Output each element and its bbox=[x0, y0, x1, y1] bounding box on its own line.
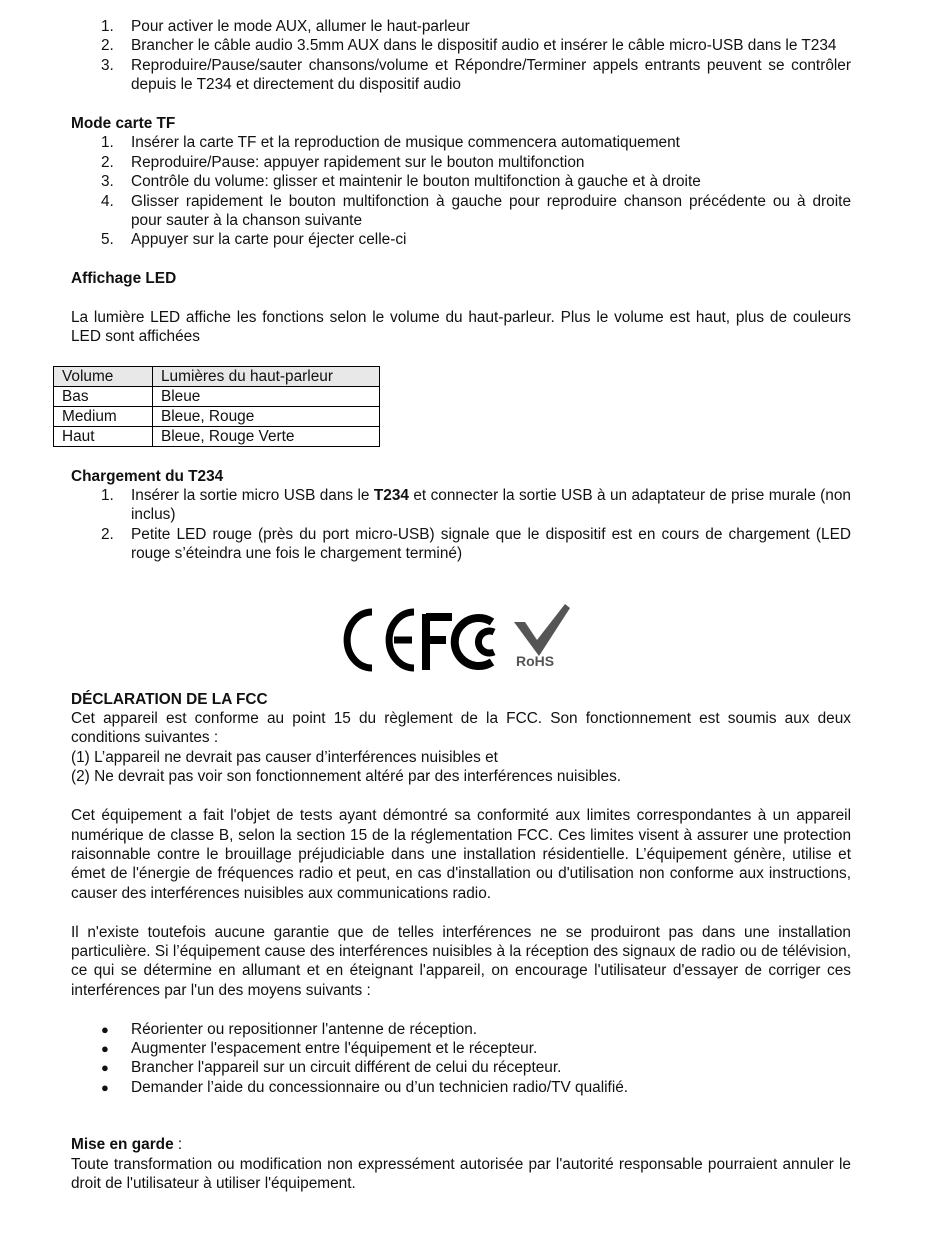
list-item: ● Augmenter l'espacement entre l'équipement et le récepteur. bbox=[101, 1039, 538, 1057]
list-item: 5. Appuyer sur la carte pour éjecter celle-ci bbox=[101, 231, 407, 249]
tf-heading: Mode carte TF bbox=[71, 115, 176, 133]
warning-heading-line: Mise en garde : bbox=[71, 1136, 183, 1154]
rohs-icon bbox=[514, 604, 570, 669]
fcc-heading: DÉCLARATION DE LA FCC bbox=[71, 690, 268, 708]
warning-heading: Mise en garde bbox=[71, 1136, 174, 1154]
list-item: 3. Contrôle du volume: glisser et maintenir le bouton multifonction à gauche et à droite bbox=[101, 173, 701, 191]
table-cell: Bas bbox=[54, 387, 153, 407]
table-cell: Bleue, Rouge Verte bbox=[153, 427, 380, 447]
fcc-paragraph-2: Il n'existe toutefois aucune garantie que de telles interférences ne se produiront pas dans une installation particulière. Si l’équipement cause des interférences nuisibles à la réception des signaux de radio ou de télévision, ce qui se détermine en allumant et en éteignant l'appareil, on encourage l'utilisateur d'essayer de corriger ces interférences par l'un des moyens suivants : bbox=[71, 923, 851, 999]
bullet-icon: ● bbox=[101, 1040, 109, 1056]
table-row bbox=[54, 407, 380, 427]
aux-steps-list bbox=[71, 17, 851, 95]
bullet-icon: ● bbox=[101, 1021, 109, 1037]
led-table bbox=[53, 366, 380, 447]
ce-icon bbox=[347, 612, 414, 668]
table-row bbox=[54, 427, 380, 447]
table-cell: Bleue bbox=[153, 387, 380, 407]
table-header-cell: Volume bbox=[54, 367, 153, 387]
ce-fcc-rohs-logos bbox=[342, 600, 582, 675]
svg-text:RoHS: RoHS bbox=[516, 653, 555, 669]
fcc-condition-1: (1) L’appareil ne devrait pas causer d’interférences nuisibles et bbox=[71, 748, 498, 766]
fcc-condition-2: (2) Ne devrait pas voir son fonctionnement altéré par des interférences nuisibles. bbox=[71, 768, 622, 786]
charge-heading: Chargement du T234 bbox=[71, 467, 224, 485]
list-item: 1. Insérer la sortie micro USB dans le T234 et connecter la sortie USB à un adaptateur de prise murale (non inclus) bbox=[101, 487, 851, 524]
fcc-measures-list bbox=[71, 1020, 851, 1098]
bullet-icon: ● bbox=[101, 1079, 109, 1095]
table-header-row bbox=[54, 367, 380, 387]
charge-steps-list bbox=[71, 486, 851, 564]
list-item: 2. Reproduire/Pause: appuyer rapidement sur le bouton multifonction bbox=[101, 153, 585, 171]
list-item: 2. Petite LED rouge (près du port micro-USB) signale que le dispositif est en cours de chargement (LED rouge s’éteindra une fois le chargement terminé) bbox=[101, 525, 851, 563]
table-cell: Haut bbox=[54, 427, 153, 447]
list-item: 4. Glisser rapidement le bouton multifonction à gauche pour reproduire chanson précédente ou à droite pour sauter à la chanson suivante bbox=[101, 192, 851, 230]
warning-text: Toute transformation ou modification non expressément autorisée par l'autorité responsable pourraient annuler le droit de l'utilisateur à utiliser l'équipement. bbox=[71, 1155, 851, 1192]
list-item: ● Brancher l'appareil sur un circuit différent de celui du récepteur. bbox=[101, 1059, 562, 1077]
tf-steps-list bbox=[71, 133, 851, 249]
table-cell: Bleue, Rouge bbox=[153, 407, 380, 427]
bullet-icon: ● bbox=[101, 1060, 109, 1076]
fcc-paragraph-1: Cet équipement a fait l'objet de tests ayant démontré sa conformité aux limites correspondantes à un appareil numérique de classe B, selon la section 15 de la réglementation FCC. Ces limites visent à assurer une protection raisonnable contre le brouillage préjudiciable dans une installation résidentielle. L’équipement génère, utilise et émet de l'énergie de fréquences radio et peut, en cas d'installation ou d'utilisation non conforme aux instructions, causer des interférences nuisibles aux communications radio. bbox=[71, 807, 851, 902]
led-heading: Affichage LED bbox=[71, 270, 177, 288]
table-cell: Medium bbox=[54, 407, 153, 427]
list-item: 1. Insérer la carte TF et la reproduction de musique commencera automatiquement bbox=[101, 134, 680, 152]
list-item: 2. Brancher le câble audio 3.5mm AUX dans le dispositif audio et insérer le câble micro-USB dans le T234 bbox=[101, 37, 837, 55]
list-item: ● Réorienter ou repositionner l'antenne de réception. bbox=[101, 1020, 478, 1038]
fcc-icon bbox=[426, 614, 494, 670]
led-description: La lumière LED affiche les fonctions selon le volume du haut-parleur. Plus le volume est haut, plus de couleurs LED sont affichées bbox=[71, 309, 851, 346]
certification-logos bbox=[342, 600, 582, 675]
list-item: 1. Pour activer le mode AUX, allumer le haut-parleur bbox=[101, 18, 470, 35]
list-item: 3. Reproduire/Pause/sauter chansons/volume et Répondre/Terminer appels entrants peuvent se contrôler depuis le T234 et directement du dispositif audio bbox=[101, 56, 851, 94]
table-row bbox=[54, 387, 380, 407]
table-header-cell: Lumières du haut-parleur bbox=[153, 367, 380, 387]
list-item: ● Demander l’aide du concessionnaire ou d’un technicien radio/TV qualifié. bbox=[101, 1078, 629, 1096]
fcc-intro: Cet appareil est conforme au point 15 du règlement de la FCC. Son fonctionnement est soumis aux deux conditions suivantes : bbox=[71, 710, 851, 747]
